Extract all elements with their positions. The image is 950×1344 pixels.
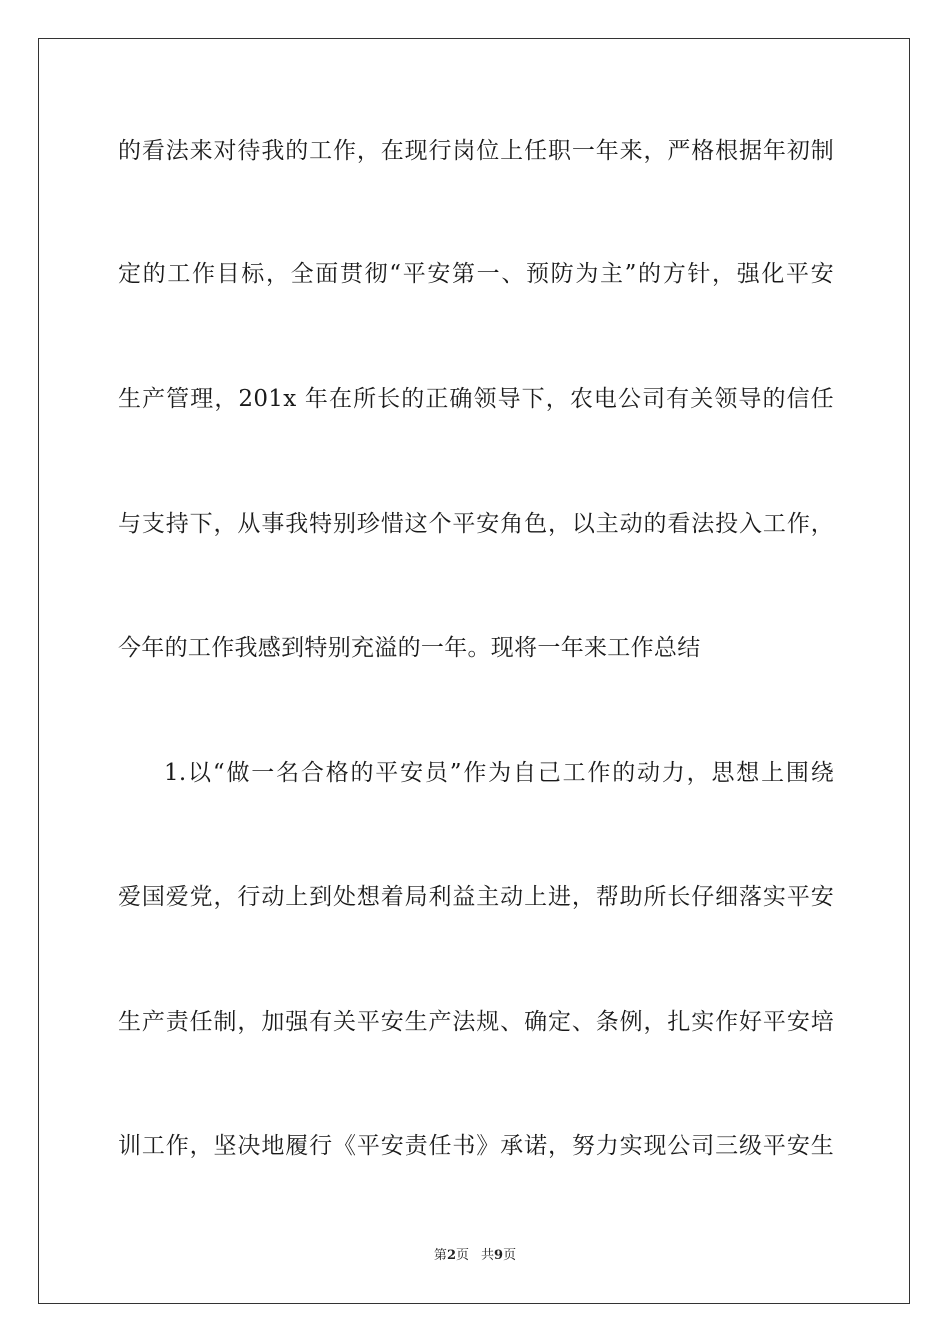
paragraph-line: 训工作，坚决地履行《平安责任书》承诺，努力实现公司三级平安生 — [118, 1133, 834, 1159]
page-footer — [0, 1247, 950, 1265]
page-border — [38, 38, 910, 1304]
footer-total-prefix: 共 — [481, 1248, 495, 1263]
paragraph-line: 定的工作目标，全面贯彻“平安第一、预防为主”的方针，强化平安 — [118, 261, 834, 287]
footer-page-suffix: 页 — [455, 1248, 469, 1263]
paragraph-line: 生产责任制，加强有关平安生产法规、确定、条例，扎实作好平安培 — [118, 1009, 834, 1035]
paragraph-line: 的看法来对待我的工作，在现行岗位上任职一年来，严格根据年初制 — [118, 138, 834, 164]
paragraph-line: 与支持下，从事我特别珍惜这个平安角色，以主动的看法投入工作， — [118, 511, 834, 537]
paragraph-line: 今年的工作我感到特别充溢的一年。现将一年来工作总结 — [118, 635, 701, 661]
paragraph-line: 爱国爱党，行动上到处想着局利益主动上进，帮助所长仔细落实平安 — [118, 884, 834, 910]
footer-total-suffix: 页 — [503, 1248, 517, 1263]
footer-page-current: 2 — [446, 1248, 456, 1263]
footer-page-total: 9 — [494, 1248, 504, 1263]
paragraph-line: 1.以“做一名合格的平安员”作为自己工作的动力，思想上围绕 — [164, 760, 834, 786]
footer-page-prefix: 第 — [433, 1248, 447, 1263]
paragraph-line: 生产管理，201x 年在所长的正确领导下，农电公司有关领导的信任 — [118, 386, 834, 412]
